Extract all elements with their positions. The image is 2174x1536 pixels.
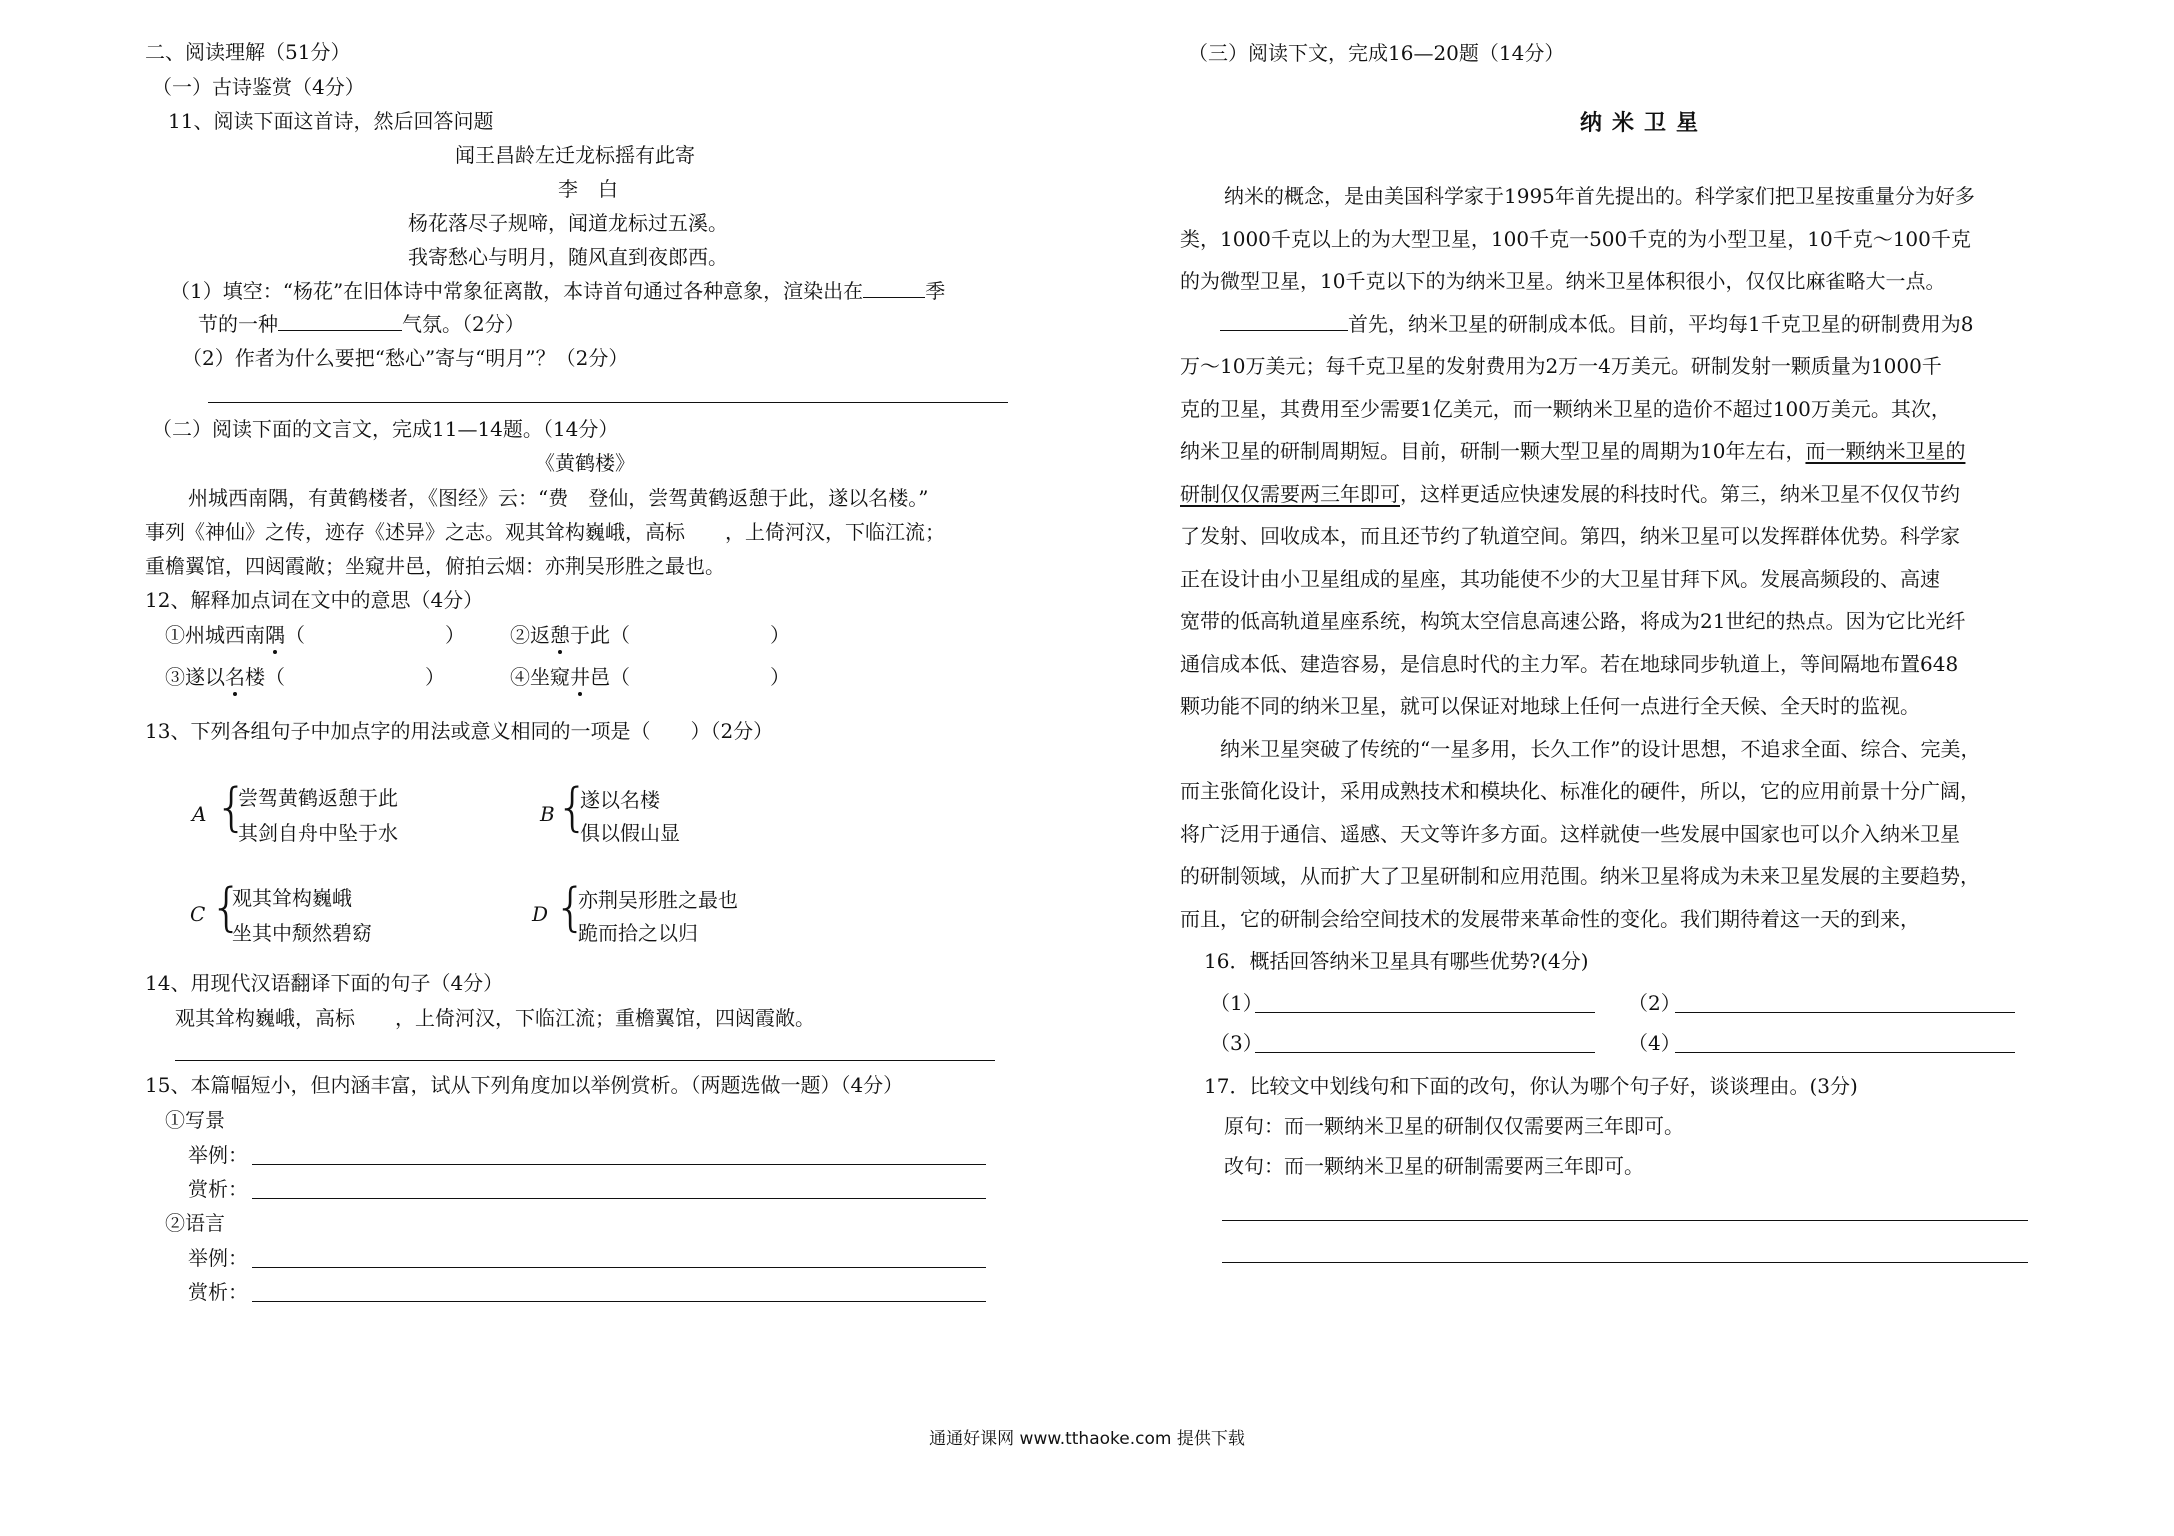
- q12-2-pre: ②返: [510, 623, 550, 647]
- q16-answer-line-1[interactable]: [1255, 1012, 1595, 1013]
- q13-option-b-brace: {: [556, 778, 590, 838]
- p2-line-1-text: 首先，纳米卫星的研制成本低。目前，平均每1千克卫星的研制费用为8: [1348, 312, 1974, 336]
- q11-1-season-word: 季: [925, 279, 946, 303]
- q11-1-cont: [198, 311, 525, 337]
- q14-prompt: 14、用现代汉语翻译下面的句子（4分）: [145, 971, 504, 995]
- q13-option-d-s2: 跪而拾之以归: [578, 921, 698, 945]
- q15-2-example-line[interactable]: [252, 1267, 986, 1268]
- q15-1-example-line[interactable]: [252, 1164, 986, 1165]
- q15-1-analysis-line[interactable]: [252, 1198, 986, 1199]
- p2-line-3: 克的卫星，其费用至少需要1亿美元，而一颗纳米卫星的造价不超过100万美元。其次，: [1180, 397, 1951, 421]
- q11-1-blank-season[interactable]: [863, 279, 925, 298]
- q13-option-a-letter[interactable]: A: [192, 802, 207, 826]
- q12-1-dotted: 隅: [265, 623, 285, 647]
- p3-line-5: 而且，它的研制会给空间技术的发展带来革命性的变化。我们期待着这一天的到来，: [1180, 907, 1920, 931]
- q11-prompt: 11、阅读下面这首诗，然后回答问题: [168, 109, 494, 133]
- p2-line-5: [1180, 481, 1960, 507]
- underlined-sentence-end: 研制仅仅需要两三年即可: [1180, 482, 1400, 506]
- p2-line-5-text: ，这样更适应快速发展的科技时代。第三，纳米卫星不仅仅节约: [1400, 482, 1960, 506]
- q12-1-pre: ①州城西南: [165, 623, 265, 647]
- q12-3-pre: ③遂以: [165, 665, 225, 689]
- q13-option-b-s1: 遂以名楼: [580, 788, 660, 812]
- q15-2-analysis-label: 赏析：: [188, 1280, 248, 1304]
- q13-option-d-s1: 亦荆吴形胜之最也: [578, 888, 738, 912]
- q17-answer-line-1[interactable]: [1222, 1220, 2028, 1221]
- classical-para-2: 事列《神仙》之传，迹存《述异》之志。观其耸构巍峨，高标 ，上倚河汉，下临江流；: [145, 520, 945, 544]
- q13-option-d-brace: {: [554, 878, 588, 938]
- q12-2-dotted: 憩: [550, 623, 570, 647]
- poem-title: 闻王昌龄左迁龙标摇有此寄: [455, 143, 695, 167]
- q13-option-a-brace: {: [215, 778, 249, 838]
- q13-option-c-s1: 观其耸构巍峨: [232, 886, 352, 910]
- q12-prompt: 12、解释加点词在文中的意思（4分）: [145, 588, 484, 612]
- p3-line-3: 将广泛用于通信、遥感、天文等许多方面。这样就使一些发展中国家也可以介入纳米卫星: [1180, 822, 1960, 846]
- p3-line-2: 而主张简化设计，采用成熟技术和模块化、标准化的硬件，所以，它的应用前景十分广阔，: [1180, 779, 1980, 803]
- q12-item-4: [510, 664, 790, 690]
- q12-4-post: 邑（ ）: [590, 665, 790, 689]
- q17-modified: 改句：而一颗纳米卫星的研制需要两三年即可。: [1224, 1154, 1644, 1178]
- q15-option-1: ①写景: [165, 1108, 225, 1132]
- p2-line-4-text: 纳米卫星的研制周期短。目前，研制一颗大型卫星的周期为10年左右，: [1180, 439, 1806, 463]
- q12-3-post: 楼（ ）: [245, 665, 445, 689]
- p2-line-6: 了发射、回收成本，而且还节约了轨道空间。第四，纳米卫星可以发挥群体优势。科学家: [1180, 524, 1960, 548]
- q15-option-2: ②语言: [165, 1211, 225, 1235]
- part1-heading: （一）古诗鉴赏（4分）: [152, 75, 365, 99]
- p2-line-8: 宽带的低高轨道星座系统，构筑太空信息高速公路，将成为21世纪的热点。因为它比光纤: [1180, 609, 1966, 633]
- q13-option-c-letter[interactable]: C: [190, 902, 206, 926]
- q13-option-a-s2: 其剑自舟中坠于水: [238, 821, 398, 845]
- q15-2-example-label: 举例：: [188, 1246, 248, 1270]
- q11-2-answer-line[interactable]: [208, 402, 1008, 403]
- q11-1-end-text: 气氛。（2分）: [402, 312, 525, 336]
- part2-heading: （二）阅读下面的文言文，完成11—14题。（14分）: [152, 417, 619, 441]
- q15-prompt: 15、本篇幅短小，但内涵丰富，试从下列角度加以举例赏析。（两题选做一题）（4分）: [145, 1073, 904, 1097]
- q13-option-b-s2: 俱以假山显: [580, 821, 680, 845]
- q15-1-analysis-label: 赏析：: [188, 1177, 248, 1201]
- q16-label-2: （2）: [1628, 991, 1681, 1015]
- q13-option-b-letter[interactable]: B: [540, 802, 555, 826]
- section-heading: 二、阅读理解（51分）: [145, 40, 351, 64]
- p2-line-1: [1220, 311, 1973, 337]
- q14-sentence: 观其耸构巍峨，高标 ，上倚河汉，下临江流；重檐翼馆，四闼霞敞。: [175, 1006, 815, 1030]
- p2-line-2: 万～10万美元；每千克卫星的发射费用为2万一4万美元。研制发射一颗质量为1000千: [1180, 354, 1942, 378]
- q14-answer-line[interactable]: [175, 1060, 995, 1061]
- p2-line-7: 正在设计由小卫星组成的星座，其功能使不少的大卫星甘拜下风。发展高频段的、高速: [1180, 567, 1940, 591]
- q11-1: [170, 278, 945, 304]
- p3-line-1: 纳米卫星突破了传统的“一星多用，长久工作”的设计思想，不追求全面、综合、完美，: [1220, 737, 1981, 761]
- q16-answer-line-4[interactable]: [1675, 1052, 2015, 1053]
- q12-2-post: 于此（ ）: [570, 623, 790, 647]
- q16-prompt: 16．概括回答纳米卫星具有哪些优势?(4分): [1204, 949, 1589, 973]
- q12-3-dotted: 名: [225, 665, 245, 689]
- p2-opening-blank[interactable]: [1220, 312, 1348, 331]
- poem-author: 李 白: [558, 177, 618, 201]
- q12-item-2: [510, 622, 790, 648]
- q11-1-text: （1）填空：“杨花”在旧体诗中常象征离散，本诗首句通过各种意象，渲染出在: [170, 279, 864, 303]
- p2-line-4: [1180, 438, 1965, 464]
- q12-1-post: （ ）: [285, 623, 465, 647]
- q11-1-cont-text: 节的一种: [198, 312, 278, 336]
- poem-line-2: 我寄愁心与明月，随风直到夜郎西。: [408, 245, 728, 269]
- part3-heading: （三）阅读下文，完成16—20题（14分）: [1188, 41, 1565, 65]
- q13-option-a-s1: 尝驾黄鹤返憩于此: [238, 786, 398, 810]
- q17-original: 原句：而一颗纳米卫星的研制仅仅需要两三年即可。: [1224, 1114, 1684, 1138]
- classical-para-3: 重檐翼馆，四闼霞敞；坐窥井邑，俯拍云烟：亦荆吴形胜之最也。: [145, 554, 725, 578]
- classical-para-1: 州城西南隅，有黄鹤楼者，《图经》云：“费 登仙，尝驾黄鹤返憩于此，遂以名楼。”: [188, 486, 929, 510]
- p3-line-4: 的研制领域，从而扩大了卫星研制和应用范围。纳米卫星将成为未来卫星发展的主要趋势，: [1180, 864, 1980, 888]
- q12-item-1: [165, 622, 465, 648]
- underlined-sentence-start: 而一颗纳米卫星的: [1805, 439, 1966, 463]
- q13-option-c-s2: 坐其中颓然碧窈: [232, 921, 372, 945]
- q13-option-d-letter[interactable]: D: [532, 902, 549, 926]
- q11-1-blank-mood[interactable]: [278, 312, 402, 331]
- q12-4-pre: ④坐窥: [510, 665, 570, 689]
- q16-label-3: （3）: [1210, 1031, 1263, 1055]
- q16-answer-line-2[interactable]: [1675, 1012, 2015, 1013]
- poem-line-1: 杨花落尽子规啼，闻道龙标过五溪。: [408, 211, 728, 235]
- text-title: 《黄鹤楼》: [535, 451, 635, 475]
- p2-line-9: 通信成本低、建造容易，是信息时代的主力军。若在地球同步轨道上，等间隔地布置648: [1180, 652, 1959, 676]
- article-title: 纳米卫星: [1580, 110, 1709, 136]
- p2-line-10: 颗功能不同的纳米卫星，就可以保证对地球上任何一点进行全天候、全天时的监视。: [1180, 694, 1920, 718]
- q12-4-dotted: 井: [570, 665, 590, 689]
- q15-1-example-label: 举例：: [188, 1143, 248, 1167]
- q17-answer-line-2[interactable]: [1222, 1262, 2028, 1263]
- q13-prompt: 13、下列各组句子中加点字的用法或意义相同的一项是（ ）（2分）: [145, 719, 774, 743]
- q17-prompt: 17．比较文中划线句和下面的改句，你认为哪个句子好，谈谈理由。(3分): [1204, 1074, 1858, 1098]
- q16-label-1: （1）: [1210, 991, 1263, 1015]
- footer-credit: 通通好课网 www.tthaoke.com 提供下载: [929, 1429, 1245, 1449]
- q16-answer-line-3[interactable]: [1255, 1052, 1595, 1053]
- q11-2: （2）作者为什么要把“愁心”寄与“明月”？（2分）: [182, 346, 629, 370]
- q13-option-c-brace: {: [210, 878, 244, 938]
- q16-label-4: （4）: [1628, 1031, 1681, 1055]
- q12-item-3: [165, 664, 445, 690]
- p1-line-1: 纳米的概念，是由美国科学家于1995年首先提出的。科学家们把卫星按重量分为好多: [1224, 184, 1975, 208]
- q15-2-analysis-line[interactable]: [252, 1301, 986, 1302]
- p1-line-2: 类，1000千克以上的为大型卫星，100千克一500千克的为小型卫星，10千克～100千克: [1180, 227, 1971, 251]
- p1-line-3: 的为微型卫星，10千克以下的为纳米卫星。纳米卫星体积很小，仅仅比麻雀略大一点。: [1180, 269, 1946, 293]
